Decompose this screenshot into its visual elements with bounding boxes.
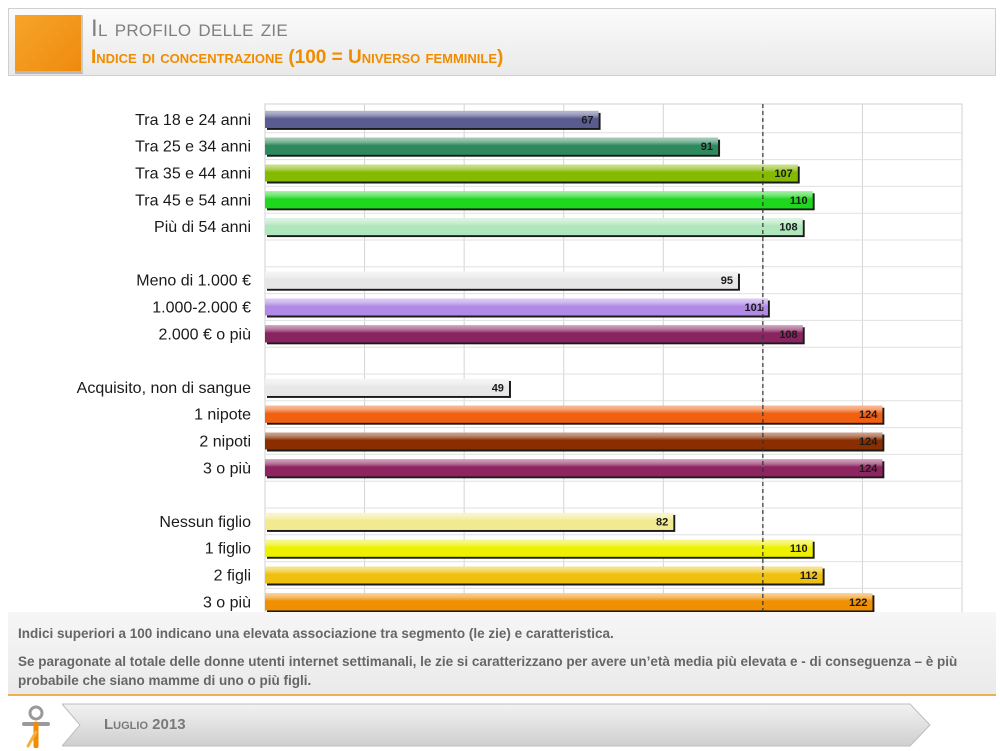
bar-highlight — [265, 567, 823, 584]
data-label: 95 — [720, 275, 733, 288]
category-label: Nessun figlio — [159, 513, 251, 531]
note-line-1: Indici superiori a 100 indicano una elevata associazione tra segmento (le zie) e caratteristica. — [18, 626, 614, 641]
data-label: 101 — [744, 302, 763, 314]
bar-highlight — [265, 459, 882, 476]
bar-highlight — [265, 138, 718, 155]
data-label: 110 — [789, 194, 808, 207]
bar-highlight — [265, 299, 768, 316]
data-label: 110 — [789, 543, 808, 556]
data-label: 124 — [858, 462, 878, 475]
category-label: Tra 35 e 44 anni — [135, 165, 251, 183]
category-label: 2 figli — [213, 567, 251, 585]
notes-box — [8, 612, 996, 696]
bar-highlight — [265, 540, 813, 557]
page-title: Il profilo delle zie — [91, 15, 289, 42]
category-label: 2.000 € o più — [158, 326, 251, 344]
page-subtitle: Indice di concentrazione (100 = Universo femminile) — [91, 47, 504, 68]
data-label: 91 — [700, 141, 714, 154]
bar-highlight — [265, 593, 872, 610]
bar-chart — [0, 95, 1000, 615]
data-label: 49 — [491, 382, 504, 395]
header-accent-square — [15, 15, 83, 74]
category-label: Acquisito, non di sangue — [76, 379, 251, 397]
category-label: 3 o più — [202, 594, 251, 612]
header-bar — [8, 8, 996, 76]
data-label: 122 — [849, 596, 868, 609]
footer-date: Luglio 2013 — [104, 716, 186, 733]
bar-highlight — [265, 165, 798, 182]
data-label: 107 — [774, 168, 793, 180]
data-label: 112 — [799, 570, 818, 582]
category-label: 3 o più — [202, 460, 251, 478]
data-label: 67 — [581, 114, 594, 127]
data-label: 108 — [779, 328, 798, 341]
category-label: Meno di 1.000 € — [136, 272, 251, 290]
category-label: 1 nipote — [194, 406, 251, 424]
category-label: Tra 45 e 54 anni — [135, 192, 251, 210]
category-label: 2 nipoti — [199, 433, 251, 451]
data-label: 108 — [779, 221, 798, 234]
note-line-2: Se paragonate al totale delle donne utenti internet settimanali, le zie si caratterizzano per avere un’età media più elevata e - di conseguenza – è più probabile che siano mamme di uno o più figli. — [18, 654, 958, 688]
bar-highlight — [265, 272, 738, 289]
category-label: Tra 18 e 24 anni — [135, 111, 251, 129]
bar-highlight — [265, 325, 803, 342]
bar-highlight — [265, 406, 882, 423]
category-label: 1 figlio — [204, 540, 251, 558]
data-label: 82 — [655, 516, 669, 529]
bar-highlight — [265, 218, 803, 235]
category-label: Più di 54 anni — [154, 219, 251, 237]
person-logo-icon — [16, 704, 56, 748]
bar-highlight — [265, 191, 813, 208]
chevron-arrow-icon — [62, 702, 932, 748]
bar-highlight — [265, 433, 882, 450]
bar-highlight — [265, 379, 509, 396]
data-label: 124 — [858, 409, 878, 422]
bar-highlight — [265, 111, 599, 128]
data-label: 124 — [858, 436, 878, 448]
category-label: Tra 25 e 34 anni — [135, 138, 251, 156]
category-label: 1.000-2.000 € — [152, 299, 251, 317]
bar-highlight — [265, 513, 673, 530]
